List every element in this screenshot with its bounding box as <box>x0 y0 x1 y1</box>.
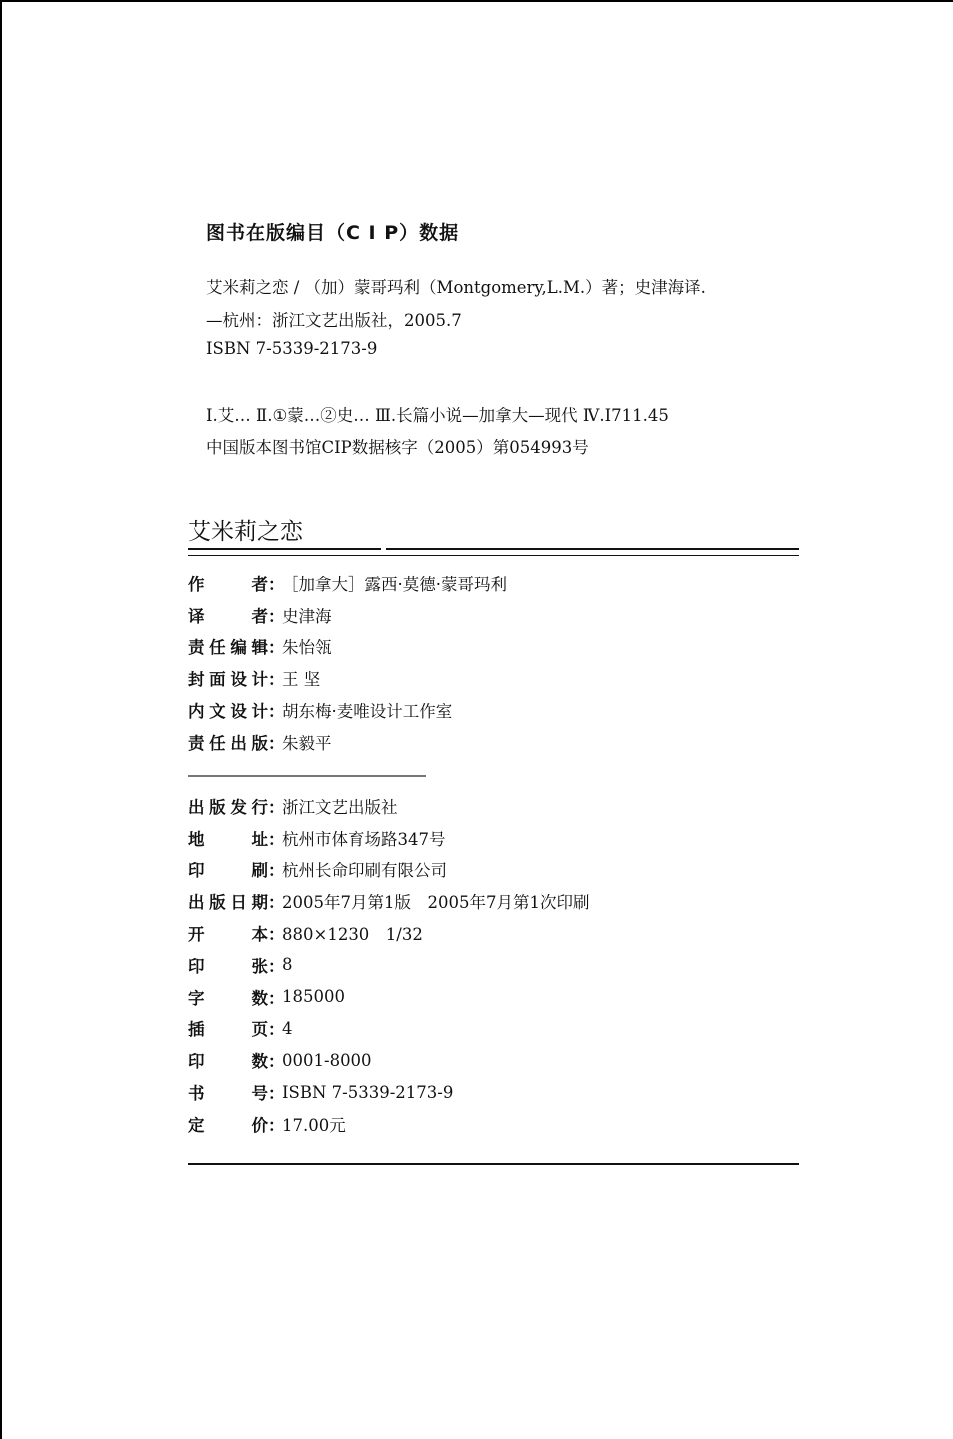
pub-value: 杭州长命印刷有限公司 <box>282 861 447 881</box>
credit-value: 王 坚 <box>282 670 321 690</box>
title-rule-right <box>386 548 799 550</box>
credit-label: 作 者 <box>188 574 268 594</box>
pub-row-book-number: 书 号 ： ISBN 7-5339-2173-9 <box>188 1076 589 1108</box>
pub-label: 书 号 <box>188 1084 268 1104</box>
pub-label: 插 页 <box>188 1020 268 1040</box>
credit-label: 责 任 出 版 <box>188 733 268 753</box>
pub-row-date: 出 版 日 期 ： 2005年7月第1版 2005年7月第1次印刷 <box>188 885 589 917</box>
pub-label: 地 址 <box>188 829 268 849</box>
pub-label: 印 数 <box>188 1052 268 1072</box>
credit-value: ［加拿大］露西·莫德·蒙哥玛利 <box>282 574 507 594</box>
cip-line-isbn: ISBN 7-5339-2173-9 <box>206 339 378 358</box>
pub-label: 字 数 <box>188 988 268 1008</box>
pub-row-address: 地 址 ： 杭州市体育场路347号 <box>188 822 589 854</box>
credit-row-author: 作 者 ： ［加拿大］露西·莫德·蒙哥玛利 <box>188 567 507 599</box>
credit-value: 朱毅平 <box>282 733 332 753</box>
credits-list <box>188 567 507 758</box>
pub-row-print-run: 印 数 ： 0001-8000 <box>188 1044 589 1076</box>
pub-row-plates: 插 页 ： 4 <box>188 1013 589 1045</box>
credit-row-production: 责 任 出 版 ： 朱毅平 <box>188 726 507 758</box>
pub-row-printer: 印 刷 ： 杭州长命印刷有限公司 <box>188 854 589 886</box>
pub-value: 杭州市体育场路347号 <box>282 829 446 849</box>
pub-label: 出 版 日 期 <box>188 893 268 913</box>
credit-value: 胡东梅·麦唯设计工作室 <box>282 702 453 722</box>
pub-value: 8 <box>282 955 293 975</box>
pub-label: 出 版 发 行 <box>188 797 268 817</box>
pub-value: 2005年7月第1版 2005年7月第1次印刷 <box>282 893 590 913</box>
credit-row-interior-design: 内 文 设 计 ： 胡东梅·麦唯设计工作室 <box>188 694 507 726</box>
credit-row-cover-design: 封 面 设 计 ： 王 坚 <box>188 662 507 694</box>
title-rule-left <box>188 548 381 550</box>
pub-value: 17.00元 <box>282 1115 346 1135</box>
credit-label: 封 面 设 计 <box>188 670 268 690</box>
credit-label: 责 任 编 辑 <box>188 638 268 658</box>
pub-value: 0001-8000 <box>282 1050 372 1070</box>
pub-row-publisher: 出 版 发 行 ： 浙江文艺出版社 <box>188 790 589 822</box>
section-divider <box>188 775 426 777</box>
bottom-rule <box>188 1163 799 1165</box>
pub-label: 开 本 <box>188 925 268 945</box>
book-title: 艾米莉之恋 <box>188 519 303 545</box>
cip-heading: 图书在版编目（C I P）数据 <box>206 222 460 244</box>
cip-line-publisher: —杭州：浙江文艺出版社，2005.7 <box>206 311 462 330</box>
credit-row-editor: 责 任 编 辑 ： 朱怡瓴 <box>188 631 507 663</box>
credit-value: 史津海 <box>282 606 332 626</box>
pub-value: 185000 <box>282 987 345 1007</box>
pub-row-format: 开 本 ： 880×1230 1/32 <box>188 917 589 949</box>
publishing-list <box>188 790 589 1140</box>
pub-value: 4 <box>282 1018 293 1038</box>
cip-line-cip-number: 中国版本图书馆CIP数据核字（2005）第054993号 <box>206 438 589 457</box>
pub-label: 定 价 <box>188 1115 268 1135</box>
pub-value: 880×1230 1/32 <box>282 925 423 945</box>
credit-row-translator: 译 者 ： 史津海 <box>188 599 507 631</box>
pub-label: 印 张 <box>188 956 268 976</box>
pub-row-sheets: 印 张 ： 8 <box>188 949 589 981</box>
pub-label: 印 刷 <box>188 861 268 881</box>
credit-value: 朱怡瓴 <box>282 638 332 658</box>
pub-row-word-count: 字 数 ： 185000 <box>188 981 589 1013</box>
title-rule-thin <box>188 555 799 556</box>
credit-label: 内 文 设 计 <box>188 702 268 722</box>
pub-row-price: 定 价 ： 17.00元 <box>188 1108 589 1140</box>
pub-value: ISBN 7-5339-2173-9 <box>282 1082 454 1102</box>
credit-label: 译 者 <box>188 606 268 626</box>
pub-value: 浙江文艺出版社 <box>282 797 398 817</box>
cip-line-title-author: 艾米莉之恋 / （加）蒙哥玛利（Montgomery,L.M.）著；史津海译. <box>206 278 706 297</box>
cip-line-classification: Ⅰ.艾… Ⅱ.①蒙…②史… Ⅲ.长篇小说—加拿大—现代 Ⅳ.I711.45 <box>206 406 669 425</box>
